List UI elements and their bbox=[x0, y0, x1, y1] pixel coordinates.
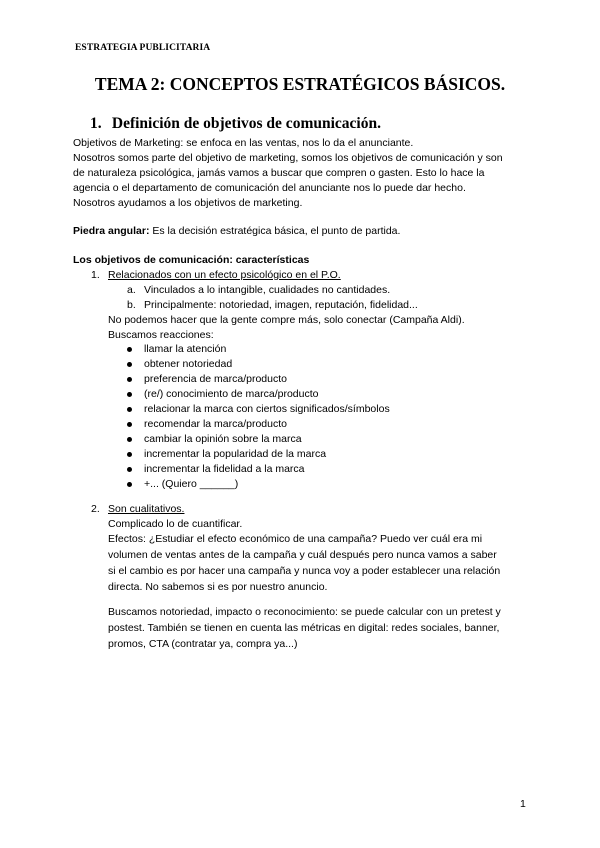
text-line: agencia o el departamento de comunicación del anunciante nos lo puede dar hecho. bbox=[73, 182, 466, 194]
reactions-label: Buscamos reacciones: bbox=[108, 329, 214, 341]
section-number: 1. bbox=[90, 115, 102, 132]
bullet-icon bbox=[127, 377, 132, 382]
text-line: volumen de ventas antes de la campaña y cuál después pero nunca vamos a saber bbox=[108, 549, 497, 561]
section-heading bbox=[90, 115, 381, 133]
item-1-number: 1. bbox=[91, 269, 100, 281]
list-item-text: recomendar la marca/producto bbox=[144, 418, 287, 430]
bullet-icon bbox=[127, 437, 132, 442]
list-item bbox=[144, 342, 390, 357]
list-item-text: preferencia de marca/producto bbox=[144, 373, 287, 385]
text-line: directa. No sabemos si es por nuestro anuncio. bbox=[108, 581, 328, 593]
list-item bbox=[144, 417, 390, 432]
text-line: Nosotros somos parte del objetivo de marketing, somos los objetivos de comunicación y son bbox=[73, 152, 503, 164]
subitem-marker: b. bbox=[127, 299, 136, 311]
bullet-icon bbox=[127, 452, 132, 457]
bullet-icon bbox=[127, 347, 132, 352]
list-item-text: incrementar la popularidad de la marca bbox=[144, 448, 327, 460]
text-line: Objetivos de Marketing: se enfoca en las ventas, nos lo da el anunciante. bbox=[73, 137, 414, 149]
item-1-note: No podemos hacer que la gente compre más, solo conectar (Campaña Aldi). bbox=[108, 314, 465, 326]
list-item bbox=[144, 357, 390, 372]
list-item-text: llamar la atención bbox=[144, 343, 227, 355]
text-line: Efectos: ¿Estudiar el efecto económico de una campaña? Puedo ver cuál era mi bbox=[108, 533, 483, 545]
page-number: 1 bbox=[520, 798, 526, 810]
list-item bbox=[144, 372, 390, 387]
bullet-icon bbox=[127, 482, 132, 487]
list-item-text: (re/) conocimiento de marca/producto bbox=[144, 388, 319, 400]
piedra-angular-paragraph bbox=[73, 224, 400, 239]
list-item-text: relacionar la marca con ciertos significados/símbolos bbox=[144, 403, 390, 415]
bullet-icon bbox=[127, 362, 132, 367]
piedra-angular-label: Piedra angular: bbox=[73, 225, 150, 237]
bullet-icon bbox=[127, 407, 132, 412]
text-line: de naturaleza psicológica, jamás vamos a buscar que compren o gasten. Esto lo hace la bbox=[73, 167, 485, 179]
notoriety-paragraph bbox=[108, 604, 501, 652]
text-line: Nosotros ayudamos a los objetivos de marketing. bbox=[73, 197, 303, 209]
list-item bbox=[144, 447, 390, 462]
item-2-line: Complicado lo de cuantificar. bbox=[108, 518, 243, 530]
text-line: postest. También se tienen en cuenta las métricas en digital: redes sociales, banner, bbox=[108, 622, 500, 634]
list-item-text: cambiar la opinión sobre la marca bbox=[144, 433, 302, 445]
list-item bbox=[144, 477, 390, 492]
item-1-title: Relacionados con un efecto psicológico en el P.O. bbox=[108, 269, 341, 281]
section-title: Definición de objetivos de comunicación. bbox=[111, 115, 381, 132]
bullet-icon bbox=[127, 467, 132, 472]
bullet-icon bbox=[127, 392, 132, 397]
list-item bbox=[144, 387, 390, 402]
list-item bbox=[144, 432, 390, 447]
list-item bbox=[144, 402, 390, 417]
list-item-text: obtener notoriedad bbox=[144, 358, 233, 370]
text-line: Buscamos notoriedad, impacto o reconocimiento: se puede calcular con un pretest y bbox=[108, 606, 501, 618]
intro-paragraph bbox=[73, 136, 503, 211]
document-header: ESTRATEGIA PUBLICITARIA bbox=[75, 43, 211, 53]
page-title: TEMA 2: CONCEPTOS ESTRATÉGICOS BÁSICOS. bbox=[94, 74, 506, 94]
reactions-list bbox=[144, 342, 390, 492]
text-line: promos, CTA (contratar ya, compra ya...) bbox=[108, 638, 298, 650]
piedra-angular-text: Es la decisión estratégica básica, el punto de partida. bbox=[149, 225, 401, 237]
effects-paragraph bbox=[108, 531, 500, 595]
list-item-text: +... (Quiero ______) bbox=[144, 478, 239, 490]
list-item-text: incrementar la fidelidad a la marca bbox=[144, 463, 305, 475]
characteristics-heading: Los objetivos de comunicación: características bbox=[73, 254, 310, 266]
bullet-icon bbox=[127, 422, 132, 427]
subitem-marker: a. bbox=[127, 284, 136, 296]
item-2-number: 2. bbox=[91, 503, 100, 515]
list-item bbox=[144, 462, 390, 477]
item-2-title: Son cualitativos. bbox=[108, 503, 185, 515]
text-line: si el cambio es por hacer una campaña y nunca voy a poder establecer una relación bbox=[108, 565, 501, 577]
subitem-text: Principalmente: notoriedad, imagen, reputación, fidelidad... bbox=[144, 299, 418, 311]
subitem-text: Vinculados a lo intangible, cualidades no cantidades. bbox=[144, 284, 391, 296]
